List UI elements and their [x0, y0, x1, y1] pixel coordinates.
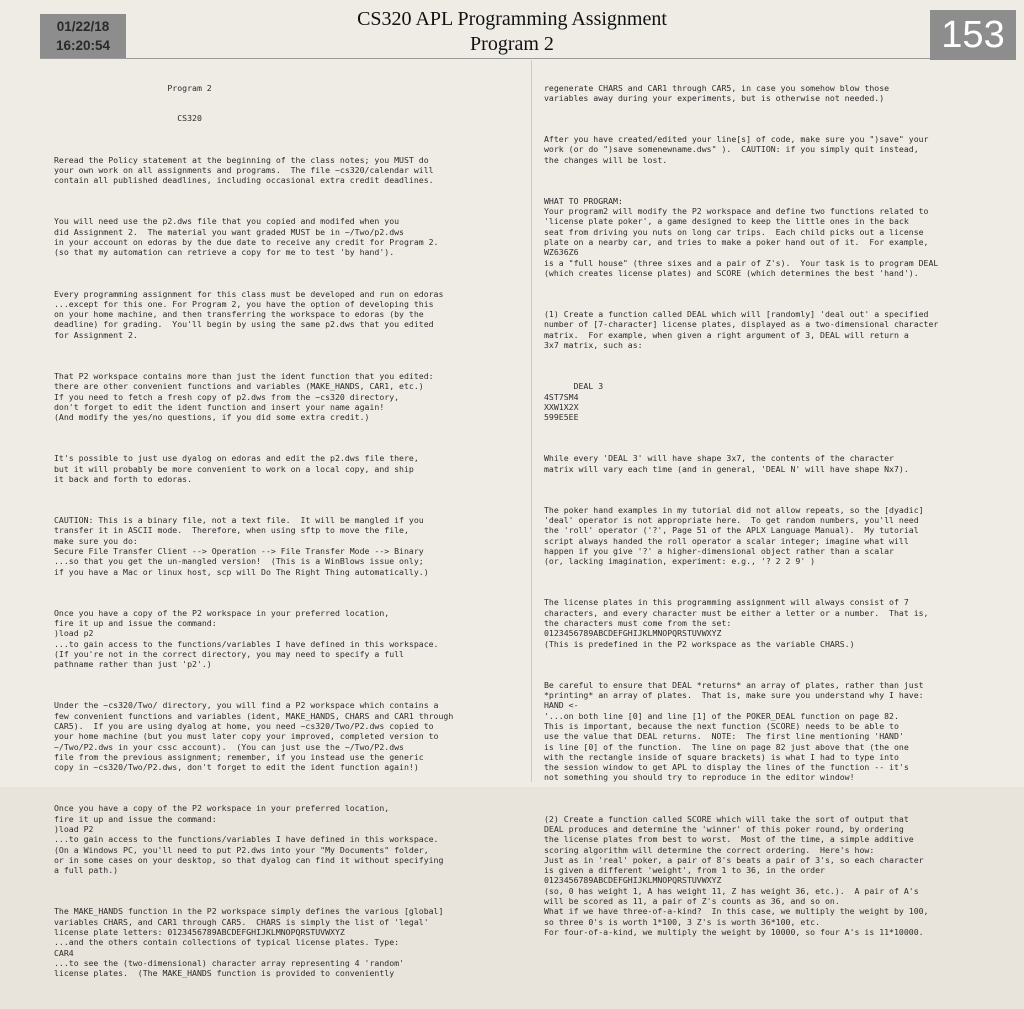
page-number-stamp: 153 — [930, 10, 1016, 60]
paragraph: Reread the Policy statement at the beginning of the class notes; you MUST do your own work on all assignments and programs. The file ~cs320/calendar will contain all published deadlines, including occasional extra credit deadlines. — [54, 154, 434, 186]
paragraph: That P2 workspace contains more than just the ident function that you edited: there are other convenient functions and variables (MAKE_HANDS, CAR1, etc.) If you need to fetch a fresh copy of p2.dws from the ~cs320 directory, don't forget to edit the ident function and insert your name again! (And modify the yes/no questions, if you did some extra credit.) — [54, 370, 434, 423]
paragraph: The MAKE_HANDS function in the P2 workspace simply defines the various [global] variables CHARS, and CAR1 through CAR5. CHARS is simply the list of 'legal' license plate letters: 0123456789ABCDEFGHIJKLMNOPQRSTUVWXYZ ...and the others contain collections of typical license plates. Type: CAR4 ...to see the (two-dimensional) character array representing 4 'random' license plates. (The MAKE_HANDS function is provided to conveniently — [54, 906, 444, 979]
stamp-time: 16:20:54 — [55, 38, 111, 53]
paragraph: (1) Create a function called DEAL which will [randomly] 'deal out' a specified number of [7-character] license plates, displayed as a two-dimensional character matrix. For example, when given a right argument of 3, DEAL will return a 3x7 matrix, such as: — [544, 309, 939, 351]
page-subtitle: Program 2 — [470, 33, 554, 55]
right-column — [544, 62, 1004, 968]
paragraph: The license plates in this programming assignment will always consist of 7 characters, and every character must be either a letter or a number. That is, the characters must come from the set: 0123456789ABCDEFGHIJKLMNOPQRSTUVWXYZ (This is predefined in the P2 workspace as the variable CHARS.) — [544, 597, 929, 649]
page-title: CS320 APL Programming Assignment — [357, 8, 667, 30]
paragraph: It's possible to just use dyalog on edoras and edit the p2.dws file there, but it will probably be more convenient to work on a local copy, and ship it back and forth to edoras. — [54, 453, 419, 484]
paragraph: While every 'DEAL 3' will have shape 3x7, the contents of the character matrix will vary each time (and in general, 'DEAL N' will have shape Nx7). — [544, 453, 909, 474]
paragraph: Once you have a copy of the P2 workspace in your preferred location, fire it up and issue the command: )load p2 ...to gain access to the functions/variables I have defined in this workspace. (If you're not in the correct directory, you may need to specify a full pathname rather than just 'p2'.) — [54, 607, 439, 670]
paragraph: CAUTION: This is a binary file, not a text file. It will be mangled if you transfer it in ASCII mode. Therefore, when using sftp to move the file, make sure you do: Secure File Transfer Client --> Operation --> File Transfer Mode --> Binary ...so that you get the un-mangled version! (This is a WinBlows issue only; if you have a Mac or linux host, scp will Do The Right Thing automatically.) — [54, 515, 429, 577]
left-heading-line: CS320 — [54, 113, 202, 124]
stamp-date: 01/22/18 — [56, 19, 110, 34]
paragraph: You will need use the p2.dws file that you copied and modifed when you did Assignment 2. The material you want graded MUST be in ~/Two/p2.dws in your account on edoras by the due date to receive any credit for Program 2. (so that my automation can retrieve a copy for me to test 'by hand'). — [54, 216, 439, 258]
header-rule — [40, 58, 930, 59]
left-column — [54, 62, 524, 1009]
column-divider — [531, 60, 532, 782]
paragraph: regenerate CHARS and CAR1 through CAR5, in case you somehow blow those variables away during your experiments, but is otherwise not needed.) — [544, 82, 890, 103]
paragraph: After you have created/edited your line[s] of code, make sure you ")save" your work (or do ")save somenewname.dws" ). CAUTION: if you simply quit instead, the changes will be lost. — [544, 134, 929, 165]
paragraph: The poker hand examples in my tutorial did not allow repeats, so the [dyadic] 'deal' operator is not appropriate here. To get random numbers, you'll need the 'roll' operator ('?', Page 51 of the APLX Language Manual). My tutorial script always handed the roll operator a scalar integer; imagine what will happen if you give '?' a higher-dimensional object rather than a scalar (or, lacking imagination, experiment: e.g., '? 2 2 9' ) — [544, 504, 924, 567]
paragraph: WHAT TO PROGRAM: Your program2 will modify the P2 workspace and define two functions related to 'license plate poker', a game designed to keep the little ones in the back seat from driving you nuts on long car trips. Each child picks out a license plate on a nearby car, and tries to make a poker hand out of it. For example, WZ636Z6 is a "full house" (three sixes and a pair of Z's). Your task is to program DEAL (which creates license plates) and SCORE (which determines the best 'hand'). — [544, 195, 939, 278]
paragraph: Once you have a copy of the P2 workspace in your preferred location, fire it up and issue the command: )load P2 ...to gain access to the functions/variables I have defined in this workspace. (On a Windows PC, you'll need to put P2.dws into your "My Documents" folder, or in some cases on your desktop, so that dyalog can find it without specifying a full path.) — [54, 803, 444, 876]
paragraph: Every programming assignment for this class must be developed and run on edoras ...except for this one. For Program 2, you have the option of developing this on your home machine, and then transferring the workspace to edoras (by the deadline) for grading. You'll begin by using the same p2.dws that you edited for Assignment 2. — [54, 288, 444, 340]
code-example: DEAL 3 4ST7SM4 XXW1X2X 599E5EE — [544, 381, 604, 423]
paragraph: Under the ~cs320/Two/ directory, you will find a P2 workspace which contains a few convenient functions and variables (ident, MAKE_HANDS, CHARS and CAR1 through CAR5). If you are using dyalog at home, you need ~cs320/Two/P2.dws copied to your home machine (but you must later copy your improved, completed version to ~/Two/P2.dws in your cssc account). (You can just use the ~/Two/P2.dws file from the previous assignment; remember, if you instead use the generic copy in ~cs320/Two/P2.dws, don't forget to edit the ident function again!) — [54, 700, 454, 773]
left-heading-line: Program 2 — [54, 82, 212, 93]
paragraph: Be careful to ensure that DEAL *returns* an array of plates, rather than just *printing* an array of plates. That is, make sure you understand why I have: HAND <- '...on both line [0] and line [1] of the POKER_DEAL function on page 82. This is important, because the next function (SCORE) needs to be able to use the value that DEAL returns. NOTE: The first line mentioning 'HAND' is line [0] of the function. The line on page 82 just above that (the one with the rectangle inside of square brackets) is what I had to type into the session window to get APL to display the lines of the function -- it's not something you should try to reproduce in the editor window! — [544, 679, 924, 783]
paragraph: (2) Create a function called SCORE which will take the sort of output that DEAL produces and determine the 'winner' of this poker round, by ordering the license plates from best to worst. Most of the time, a simple additive scoring algorithm will determine the correct ordering. Here's how: Just as in 'real' poker, a pair of 8's beats a pair of 3's, so each character is given a different 'weight', from 1 to 36, in the order 0123456789ABCDEFGHIJKLMNOPQRSTUVWXYZ (so, 0 has weight 1, A has weight 11, Z has weight 36, etc.). A pair of A's will be scored as 11, a pair of Z's counts as 36, and so on. What if we have three-of-a-kind? In this case, we multiply the weight by 100, so three 0's is worth 1*100, 3 Z's is worth 36*100, etc. For four-of-a-kind, we multiply the weight by 10000, so four A's is 11*10000. — [544, 813, 929, 937]
